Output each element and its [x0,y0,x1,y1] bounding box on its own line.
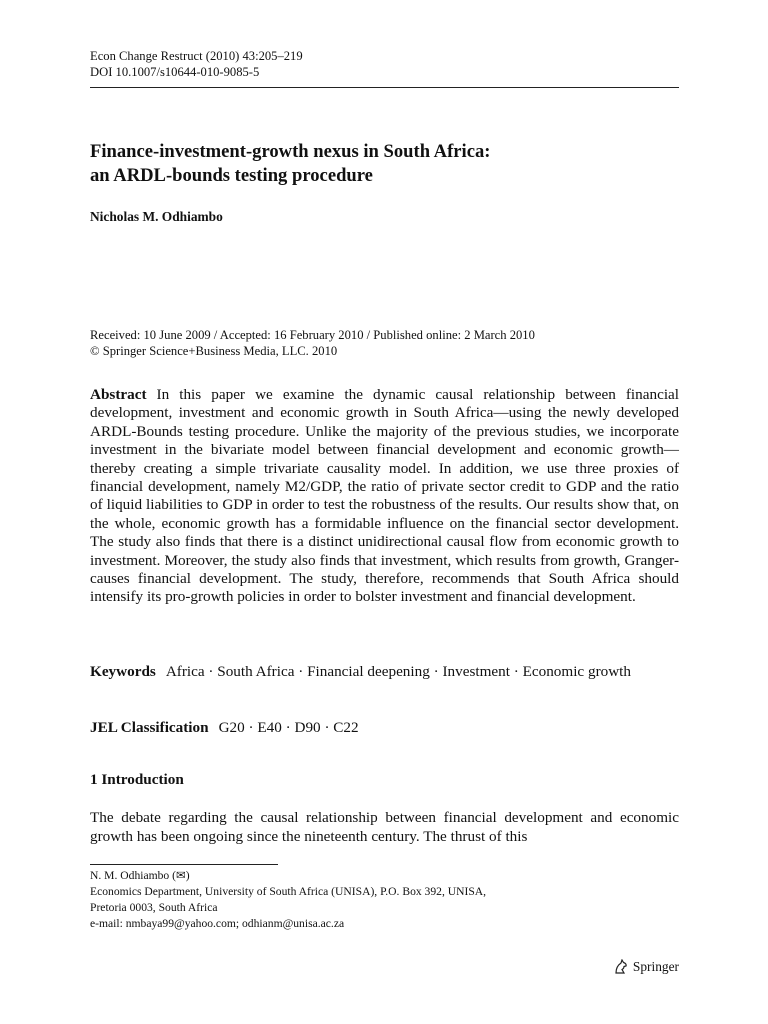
section-heading: 1 Introduction [90,771,184,788]
footnote-city: Pretoria 0003, South Africa [90,901,218,914]
footnote-rule [90,864,278,865]
footnote-affiliation: Economics Department, University of South Africa (UNISA), P.O. Box 392, UNISA, [90,885,487,898]
author-name: Nicholas M. Odhiambo [90,209,223,224]
abstract-label: Abstract [90,386,147,403]
publisher-logo [613,959,679,975]
keywords-label: Keywords [90,663,156,680]
publisher-name: Springer [632,959,679,974]
keywords [90,662,679,681]
author-footnote [90,868,486,932]
jel-text: G20 · E40 · D90 · C22 [218,719,359,736]
jel-classification [90,718,359,737]
journal-citation: Econ Change Restruct (2010) 43:205–219 [90,49,303,63]
introduction-text: The debate regarding the causal relationship between financial development and economic growth has been ongoing since the nineteenth century. The thrust of this [90,809,679,846]
copyright-line: © Springer Science+Business Media, LLC. 2010 [90,344,338,358]
footnote-name: N. M. Odhiambo (✉) [90,869,190,882]
publication-history [90,327,535,359]
header-rule [90,87,679,88]
jel-label: JEL Classification [90,719,209,736]
springer-horse-icon [613,959,629,975]
dates-line: Received: 10 June 2009 / Accepted: 16 February 2010 / Published online: 2 March 2010 [90,328,535,342]
abstract [90,386,679,607]
journal-doi[interactable]: DOI 10.1007/s10644-010-9085-5 [90,65,260,79]
footnote-email[interactable]: e-mail: nmbaya99@yahoo.com; odhianm@unisa.ac.za [90,917,345,930]
title-line-2: an ARDL-bounds testing procedure [90,165,373,186]
abstract-text: In this paper we examine the dynamic causal relationship between financial development, investment and economic growth in South Africa—using the newly developed ARDL-Bounds testing procedure. Unlike the majority of the previous studies, we incorporate investment in the bivariate model between financial development and economic growth—thereby creating a simple trivariate causality model. In addition, we use three proxies of financial development, namely M2/GDP, the ratio of private sector credit to GDP and the ratio of liquid liabilities to GDP in order to test the robustness of the results. Our results show that, on the whole, economic growth has a formidable influence on the financial sector development. The study also finds that there is a distinct unidirectional causal flow from economic growth to investment. Moreover, the study also finds that investment, which results from growth, Granger-causes financial development. The study, therefore, recommends that South Africa should intensify its pro-growth policies in order to bolster investment and financial development. [90,386,679,606]
journal-header [90,48,303,80]
keywords-text: Africa · South Africa · Financial deepening · Investment · Economic growth [165,663,631,680]
article-title [90,140,679,188]
title-line-1: Finance-investment-growth nexus in South Africa: [90,141,491,162]
